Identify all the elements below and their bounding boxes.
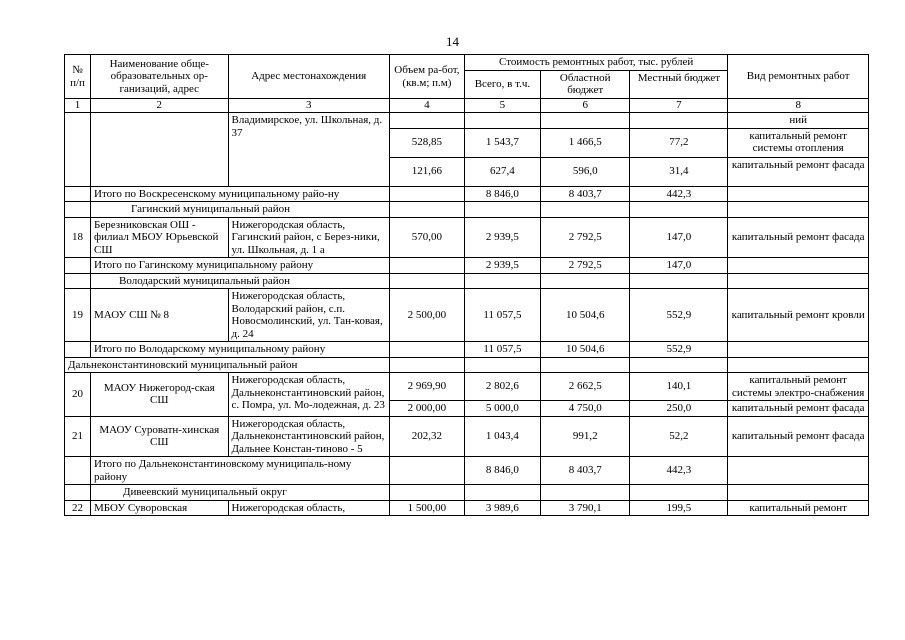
table-row (65, 416, 869, 457)
colnum-6: 6 (540, 99, 630, 113)
org-name: МАОУ Нижегород-ская СШ (91, 373, 228, 417)
colnum-2: 2 (91, 99, 228, 113)
address-cell: Нижегородская область, Гагинский район, с Берез-ники, ул. Школьная, д. 1 а (228, 217, 389, 258)
district-title: Дивеевский муниципальный округ (91, 485, 390, 501)
local-cell: 552,9 (630, 289, 728, 342)
type-cell: капитальный ремонт фасада (728, 217, 869, 258)
colnum-5: 5 (464, 99, 540, 113)
regional-cell: 4 750,0 (540, 401, 630, 417)
header-total: Всего, в т.ч. (464, 70, 540, 98)
address-cell: Нижегородская область, Дальнеконстантиновский район, Дальнее Констан-тиново - 5 (228, 416, 389, 457)
total-row (65, 258, 869, 274)
header-row (65, 55, 869, 71)
colnum-1: 1 (65, 99, 91, 113)
volume-cell: 2 969,90 (389, 373, 464, 401)
local-cell: 442,3 (630, 457, 728, 485)
regional-cell: 2 792,5 (540, 217, 630, 258)
header-regional: Областной бюджет (540, 70, 630, 98)
header-volume: Объем ра-бот, (кв.м; п.м) (389, 55, 464, 99)
page-number: 14 (446, 34, 459, 49)
header-address: Адрес местонахождения (228, 55, 389, 99)
regional-cell: 3 790,1 (540, 500, 630, 516)
colnum-4: 4 (389, 99, 464, 113)
district-row (65, 202, 869, 218)
total-cell: 3 989,6 (464, 500, 540, 516)
type-cell: капитальный ремонт (728, 500, 869, 516)
row-number: 19 (65, 289, 91, 342)
total-cell: 1 543,7 (464, 128, 540, 157)
district-row (65, 357, 869, 373)
total-label: Итого по Гагинскому муниципальному району (91, 258, 390, 274)
local-cell: 147,0 (630, 217, 728, 258)
volume-cell: 202,32 (389, 416, 464, 457)
header-type: Вид ремонтных работ (728, 55, 869, 99)
total-cell: 11 057,5 (464, 289, 540, 342)
colnum-8: 8 (728, 99, 869, 113)
header-name: Наименование обще-образовательных ор-ганизаций, адрес (91, 55, 228, 99)
district-row (65, 485, 869, 501)
local-cell: 147,0 (630, 258, 728, 274)
total-row (65, 342, 869, 358)
org-name: Березниковская ОШ - филиал МБОУ Юрьевской СШ (91, 217, 228, 258)
repair-works-table (64, 54, 869, 516)
volume-cell: 121,66 (389, 157, 464, 186)
row-number: 18 (65, 217, 91, 258)
total-cell: 1 043,4 (464, 416, 540, 457)
volume-cell: 2 500,00 (389, 289, 464, 342)
regional-cell: 991,2 (540, 416, 630, 457)
regional-cell: 10 504,6 (540, 342, 630, 358)
org-name: МАОУ Суроватн-хинская СШ (91, 416, 228, 457)
local-cell: 442,3 (630, 186, 728, 202)
total-cell: 8 846,0 (464, 186, 540, 202)
regional-cell: 2 662,5 (540, 373, 630, 401)
type-cell: капитальный ремонт системы отопления (728, 128, 869, 157)
header-num: № п/п (65, 55, 91, 99)
type-cell: капитальный ремонт фасада (728, 416, 869, 457)
local-cell: 250,0 (630, 401, 728, 417)
type-cell: ний (728, 113, 869, 129)
row-number: 20 (65, 373, 91, 417)
header-cost-group: Стоимость ремонтных работ, тыс. рублей (464, 55, 727, 71)
address-cell: Нижегородская область, Володарский район, с.п. Новосмолинский, ул. Тан-ковая, д. 24 (228, 289, 389, 342)
type-cell: капитальный ремонт системы электро-снабжения (728, 373, 869, 401)
local-cell: 52,2 (630, 416, 728, 457)
table-row (65, 373, 869, 401)
regional-cell: 8 403,7 (540, 186, 630, 202)
total-label: Итого по Воскресенскому муниципальному райо-ну (91, 186, 390, 202)
volume-cell: 528,85 (389, 128, 464, 157)
colnum-3: 3 (228, 99, 389, 113)
total-cell: 2 802,6 (464, 373, 540, 401)
column-numbers-row (65, 99, 869, 113)
regional-cell: 2 792,5 (540, 258, 630, 274)
total-label: Итого по Володарскому муниципальному району (91, 342, 390, 358)
local-cell: 552,9 (630, 342, 728, 358)
type-cell: капитальный ремонт фасада (728, 157, 869, 186)
district-title: Володарский муниципальный район (91, 273, 390, 289)
type-cell: капитальный ремонт фасада (728, 401, 869, 417)
type-cell: капитальный ремонт кровли (728, 289, 869, 342)
regional-cell: 1 466,5 (540, 128, 630, 157)
regional-cell: 8 403,7 (540, 457, 630, 485)
volume-cell: 1 500,00 (389, 500, 464, 516)
table-row (65, 289, 869, 342)
volume-cell: 2 000,00 (389, 401, 464, 417)
row-number: 22 (65, 500, 91, 516)
local-cell: 31,4 (630, 157, 728, 186)
total-cell: 11 057,5 (464, 342, 540, 358)
table-row (65, 113, 869, 129)
total-cell: 627,4 (464, 157, 540, 186)
total-cell: 5 000,0 (464, 401, 540, 417)
table-row (65, 217, 869, 258)
district-title: Дальнеконстантиновский муниципальный район (65, 357, 390, 373)
volume-cell: 570,00 (389, 217, 464, 258)
header-local: Местный бюджет (630, 70, 728, 98)
total-cell: 8 846,0 (464, 457, 540, 485)
total-cell: 2 939,5 (464, 258, 540, 274)
total-row (65, 457, 869, 485)
total-label: Итого по Дальнеконстантиновскому муниципаль-ному району (91, 457, 390, 485)
table-row (65, 500, 869, 516)
address-cell: Владимирское, ул. Школьная, д. 37 (228, 113, 389, 187)
total-cell: 2 939,5 (464, 217, 540, 258)
local-cell: 77,2 (630, 128, 728, 157)
org-name: МБОУ Суворовская (91, 500, 228, 516)
local-cell: 140,1 (630, 373, 728, 401)
local-cell: 199,5 (630, 500, 728, 516)
regional-cell: 10 504,6 (540, 289, 630, 342)
org-name: МАОУ СШ № 8 (91, 289, 228, 342)
colnum-7: 7 (630, 99, 728, 113)
total-row (65, 186, 869, 202)
address-cell: Нижегородская область, Дальнеконстантиновский район, с. Помра, ул. Мо-лодежная, д. 23 (228, 373, 389, 417)
regional-cell: 596,0 (540, 157, 630, 186)
row-number: 21 (65, 416, 91, 457)
district-row (65, 273, 869, 289)
district-title: Гагинский муниципальный район (91, 202, 390, 218)
address-cell: Нижегородская область, (228, 500, 389, 516)
